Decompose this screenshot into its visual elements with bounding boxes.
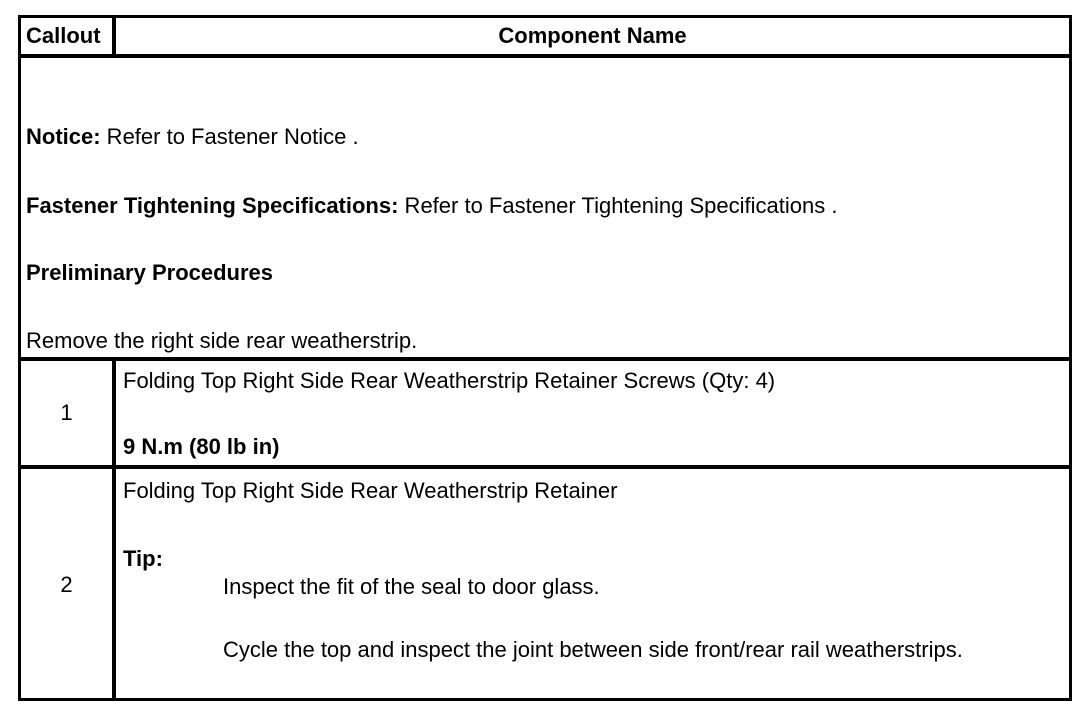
notice-label: Notice: (26, 124, 101, 149)
fastener-spec-line (26, 193, 837, 219)
table-header-row (21, 18, 1069, 58)
component-name: Folding Top Right Side Rear Weatherstrip Retainer (123, 478, 618, 503)
callout-number: 1 (21, 361, 116, 465)
intro-row (21, 58, 1069, 361)
notice-line (26, 124, 359, 150)
preliminary-step: Remove the right side rear weatherstrip. (26, 328, 418, 353)
tip-label: Tip: (123, 546, 163, 571)
preliminary-procedures-heading: Preliminary Procedures (26, 260, 274, 285)
component-name: Folding Top Right Side Rear Weatherstrip Retainer Screws (Qty: 4) (123, 368, 776, 393)
fastener-spec-text: Refer to Fastener Tightening Specifications . (398, 193, 838, 218)
tip-item: Inspect the fit of the seal to door glass. (223, 574, 600, 599)
tip-item: Cycle the top and inspect the joint between side front/rear rail weatherstrips. (223, 637, 963, 662)
callout-column-header: Callout (21, 18, 116, 54)
notice-text: Refer to Fastener Notice . (100, 124, 359, 149)
table-row (21, 469, 1069, 701)
torque-spec: 9 N.m (80 lb in) (123, 434, 280, 459)
callout-number: 2 (21, 469, 116, 701)
fastener-spec-label: Fastener Tightening Specifications: (26, 193, 399, 218)
component-name-column-header: Component Name (498, 23, 687, 48)
table-row (21, 361, 1069, 469)
component-table (18, 15, 1072, 701)
